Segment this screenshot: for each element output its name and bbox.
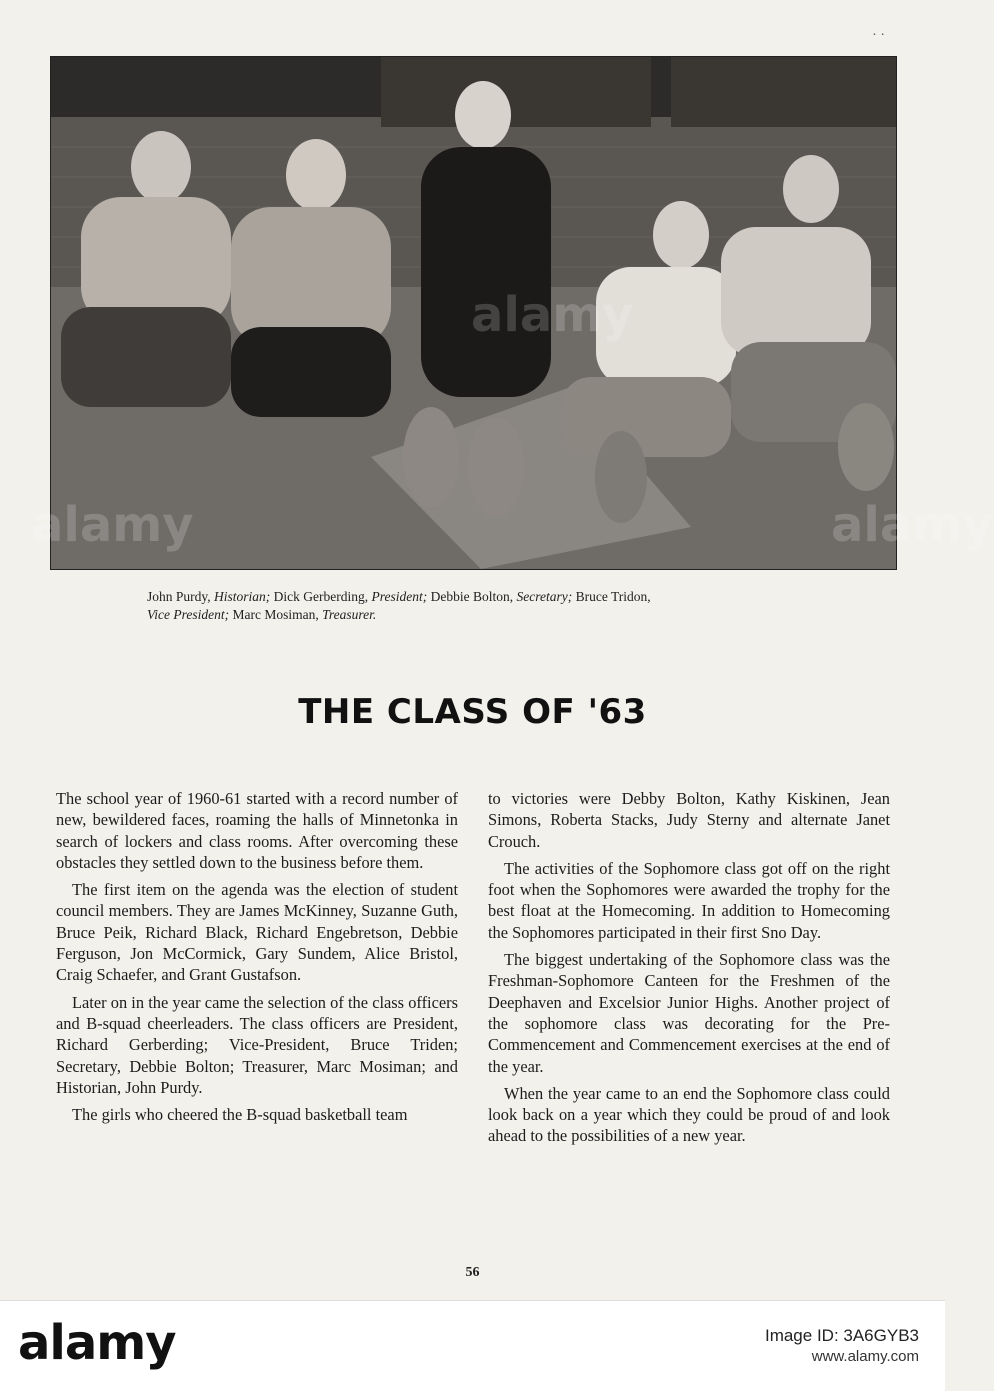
caption-role: Secretary; bbox=[516, 589, 573, 604]
image-id: Image ID: 3A6GYB3 bbox=[764, 1326, 919, 1345]
paragraph: The first item on the agenda was the election of student council members. They are James McKinney, Suzanne Guth, Bruce Peik, Richard Black, Richard Engebretson, Debbie Ferguson, Jon McCormick, Gary Sundem, Alice Bristol, Craig Schaefer, and Grant Gustafson. bbox=[56, 880, 458, 985]
caption-name: Bruce Tridon, bbox=[575, 589, 651, 604]
page-marks: · · bbox=[872, 28, 885, 43]
caption-role: Historian; bbox=[214, 589, 271, 604]
photo-caption bbox=[147, 588, 807, 624]
caption-role: Treasurer. bbox=[322, 607, 377, 622]
paragraph: When the year came to an end the Sophomore class could look back on a year which they could be proud of and look ahead to the possibilities of a new year. bbox=[488, 1083, 890, 1146]
caption-name: John Purdy, bbox=[147, 589, 211, 604]
caption-name: Debbie Bolton, bbox=[430, 589, 514, 604]
image-info bbox=[765, 1325, 919, 1367]
group-photo bbox=[50, 56, 994, 570]
group-photo-icon bbox=[51, 57, 896, 569]
paragraph: The activities of the Sophomore class got off on the right foot when the Sophomores were awarded the trophy for the best float at the Homecoming. In addition to Homecoming the Sophomores participated in their first Sno Day. bbox=[488, 858, 890, 942]
caption-role: President; bbox=[371, 589, 428, 604]
paragraph: The school year of 1960-61 started with a record number of new, bewildered faces, roaming the halls of Minnetonka in search of lockers and class rooms. After overcoming these obstacles they settled down to the business before them. bbox=[56, 789, 458, 872]
page-title: THE CLASS OF '63 bbox=[298, 692, 647, 732]
watermark: alamy bbox=[831, 497, 994, 553]
brand-logo: alamy bbox=[18, 1315, 176, 1371]
caption-role: Vice President; bbox=[147, 607, 230, 622]
left-column bbox=[56, 788, 458, 1131]
paragraph: to victories were Debby Bolton, Kathy Kiskinen, Jean Simons, Roberta Stacks, Judy Sterny and alternate Janet Crouch. bbox=[488, 789, 890, 851]
site-url[interactable]: www.alamy.com bbox=[811, 1348, 919, 1365]
paragraph: The biggest undertaking of the Sophomore class was the Freshman-Sophomore Canteen for the Freshmen of the Deephaven and Excelsior Junior Highs. Another project of the sophomore class was decorating for the Pre-Commencement and Commencement exercises at the end of the year. bbox=[488, 950, 890, 1076]
caption-name: Dick Gerberding, bbox=[273, 589, 369, 604]
stock-footer bbox=[0, 1300, 945, 1391]
right-column bbox=[488, 788, 890, 1153]
paragraph: Later on in the year came the selection of the class officers and B-squad cheerleaders. The class officers are President, Richard Gerberding; Vice-President, Bruce Triden; Secretary, Debbie Bolton; Treasurer, Marc Mosiman; and Historian, John Purdy. bbox=[56, 992, 458, 1097]
paragraph: The girls who cheered the B-squad basketball team bbox=[72, 1105, 408, 1125]
caption-name: Marc Mosiman, bbox=[232, 607, 319, 622]
page-number: 56 bbox=[465, 1265, 480, 1280]
